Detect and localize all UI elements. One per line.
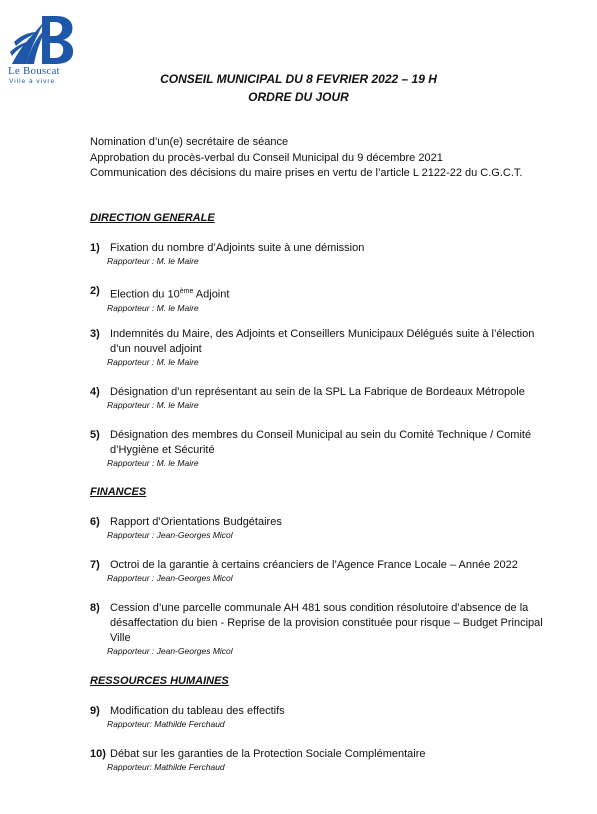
item-number: 3)	[90, 328, 100, 340]
document-title: CONSEIL MUNICIPAL DU 8 FEVRIER 2022 – 19 H	[160, 72, 437, 86]
agenda-item	[90, 601, 572, 657]
item-text: Octroi de la garantie à certains créanciers de l’Agence France Locale – Année 2022	[110, 559, 518, 571]
item-text-part: Election du 10	[110, 288, 180, 301]
intro-block	[90, 135, 522, 182]
agenda-item	[90, 327, 572, 368]
item-rapporteur: Rapporteur : M. le Maire	[107, 357, 199, 367]
item-text: Désignation des membres du Conseil Municipal au sein du Comité Technique / Comité	[110, 429, 532, 441]
agenda-item	[90, 385, 572, 411]
item-text-part: Adjoint	[193, 288, 230, 301]
intro-line: Approbation du procès-verbal du Conseil Municipal du 9 décembre 2021	[90, 151, 443, 164]
item-text: Cession d’une parcelle communale AH 481 sous condition résolutoire d’absence de la	[110, 602, 529, 614]
item-number: 2)	[90, 285, 100, 297]
intro-line: Communication des décisions du maire prises en vertu de l’article L 2122-22 du C.G.C.T.	[90, 167, 523, 179]
section-heading: RESSOURCES HUMAINES	[90, 675, 229, 687]
item-text: d’un nouvel adjoint	[110, 343, 202, 355]
item-number: 9)	[90, 705, 100, 717]
item-text: Débat sur les garanties de la Protection Sociale Complémentaire	[110, 748, 426, 760]
logo-name: Le Bouscat	[8, 65, 60, 77]
item-text: d’Hygiène et Sécurité	[110, 444, 215, 456]
item-number: 8)	[90, 602, 100, 614]
item-text: Modification du tableau des effectifs	[110, 705, 285, 717]
item-rapporteur: Rapporteur : Jean-Georges Micol	[107, 573, 233, 583]
agenda-item	[90, 747, 572, 773]
section-heading: FINANCES	[90, 486, 147, 498]
item-text: Rapport d’Orientations Budgétaires	[110, 516, 282, 528]
document-subtitle: ORDRE DU JOUR	[248, 90, 349, 104]
item-number: 5)	[90, 429, 100, 441]
item-text: Ville	[110, 632, 131, 644]
city-emblem-icon	[8, 12, 78, 66]
agenda-item	[90, 558, 572, 584]
agenda-item	[90, 704, 572, 730]
item-number: 10)	[90, 748, 106, 760]
agenda-item	[90, 284, 572, 314]
item-number: 7)	[90, 559, 100, 571]
item-text: Désignation d’un représentant au sein de la SPL La Fabrique de Bordeaux Métropole	[110, 386, 525, 398]
agenda-item	[90, 241, 572, 267]
item-rapporteur: Rapporteur : M. le Maire	[107, 400, 199, 410]
item-text: Indemnités du Maire, des Adjoints et Conseillers Municipaux Délégués suite à l’élection	[110, 328, 535, 340]
item-text: Fixation du nombre d’Adjoints suite à une démission	[110, 242, 365, 254]
item-number: 4)	[90, 386, 100, 398]
section-heading: DIRECTION GENERALE	[90, 212, 215, 224]
item-rapporteur: Rapporteur: Mathilde Ferchaud	[107, 762, 225, 772]
item-number: 1)	[90, 242, 100, 254]
item-text	[110, 284, 572, 303]
item-rapporteur: Rapporteur : M. le Maire	[107, 302, 199, 313]
intro-line: Nomination d’un(e) secrétaire de séance	[90, 136, 289, 148]
agenda-item	[90, 428, 572, 469]
agenda-item	[90, 515, 572, 541]
item-rapporteur: Rapporteur : Jean-Georges Micol	[107, 646, 233, 656]
item-rapporteur: Rapporteur : Jean-Georges Micol	[107, 530, 233, 540]
item-text-sup: ème	[179, 288, 194, 295]
item-text: désaffectation du bien - Reprise de la provision constituée pour risque – Budget Principal	[110, 617, 543, 629]
item-number: 6)	[90, 516, 100, 528]
item-rapporteur: Rapporteur: Mathilde Ferchaud	[107, 719, 225, 729]
item-rapporteur: Rapporteur : M. le Maire	[107, 458, 199, 468]
logo-tagline: Ville à vivre	[9, 78, 56, 85]
item-rapporteur: Rapporteur : M. le Maire	[107, 256, 199, 266]
